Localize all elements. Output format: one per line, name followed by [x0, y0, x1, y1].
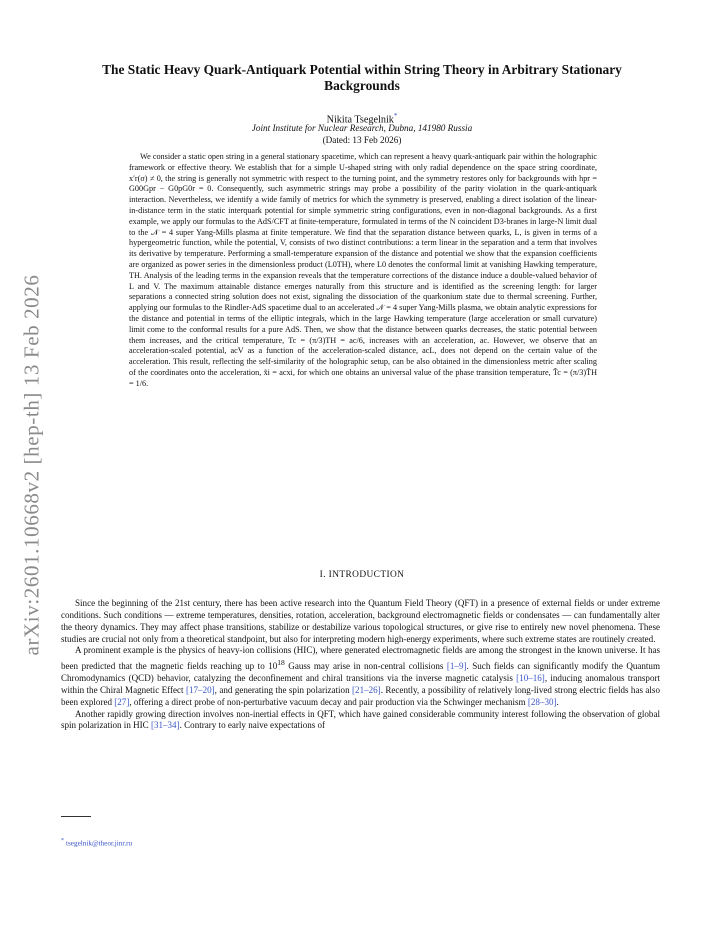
text-run: . — [556, 696, 559, 707]
exponent: 18 — [277, 658, 285, 668]
citation-link[interactable]: [27] — [114, 696, 130, 707]
section-heading-introduction: I. INTRODUCTION — [319, 570, 405, 580]
citation-link[interactable]: [1–9] — [446, 661, 467, 672]
text-run: A prominent example is the physics of heavy-ion collisions (HIC), where generated electromagnetic fields are among the strongest in the known universe. It has been predicted that the magnetic fields reaching up to 10 — [61, 645, 660, 672]
author-email-link[interactable]: tsegelnik@theor.jinr.ru — [66, 839, 133, 848]
intro-paragraph-2 — [61, 645, 660, 708]
citation-link[interactable]: [21–26] — [352, 684, 381, 695]
text-run: . Such fields can significantly modify the Quantum Chromodynamics (QCD) behavior, catalyzing the deconfinement and chiral transitions via the inverse magnetic catalysis — [61, 661, 660, 684]
author-name: Nikita Tsegelnik — [326, 114, 394, 126]
text-run: . Contrary to early naive expectations of — [179, 720, 326, 731]
intro-paragraph-1: Since the beginning of the 21st century, there has been active research into the Quantum Field Theory (QFT) in a presence of external fields or under extreme conditions. Such conditions — extreme temperatures, densities, rotation, acceleration, background electromagnetic fields or condensates — can fundamentally alter the theory dynamics. They may affect phase transitions, stabilize or destabilize various topological structures, or give rise to entirely new novel phenomena. These studies are crucial not only from a theoretical standpoint, but also for interpreting modern high-energy experiments, where such extreme states are routinely created. — [61, 598, 660, 644]
footnote — [61, 837, 132, 848]
arxiv-identifier-stamp — [14, 255, 50, 675]
introduction-body — [61, 598, 660, 732]
intro-paragraph-3 — [61, 709, 660, 733]
footnote-divider — [61, 816, 91, 817]
citation-link[interactable]: [17–20] — [186, 684, 215, 695]
citation-link[interactable]: [31–34] — [150, 720, 180, 731]
text-run: , and generating the spin polarization — [214, 684, 353, 695]
paper-title: The Static Heavy Quark-Antiquark Potential within String Theory in Arbitrary Stationary Backgrounds — [102, 62, 622, 93]
text-run: Gauss may arise in non-central collisions — [284, 661, 447, 672]
arxiv-id: arXiv:2601.10668v2 [hep-th] 13 Feb 2026 — [19, 274, 44, 656]
footnote-mark: * — [61, 838, 64, 844]
text-run: . Recently, a possibility of relatively long-lived strong electric fields has also been explored — [61, 684, 660, 707]
citation-link[interactable]: [10–16] — [516, 673, 545, 684]
abstract: We consider a static open string in a general stationary spacetime, which can represent a heavy quark-antiquark pair within the holographic framework or effective theory. We establish that for a simple U-shaped string with only radial dependence on the space string coordinate, x′r(σ) ≠ 0, the string is generally not symmetric with respect to the turning point, and the symmetry restores only for backgrounds with hpr = G00Gpr − G0pG0r = 0. Consequently, such asymmetric strings may probe a possibility of the parity violation in the quark-antiquark interaction. Nevertheless, we identify a wide family of metrics for which the symmetry is preserved, enabling a direct isolation of the linear-in-distance term in the static interquark potential for simple symmetric string configurations, even in non-diagonal backgrounds. As a first example, we apply our formulas to the AdS/CFT at finite-temperature, formulated in terms of the N coincident D3-branes in large-N limit dual to the 𝒩 = 4 super Yang-Mills plasma at finite temperature. We find that the separation distance between quarks, L, is given in terms of a hypergeometric function, while the potential, V, consists of two distinct contributions: a term linear in the separation and a term that involves its derivative by temperature. Performing a small-temperature expansion of the distance and potential we show that the expansion coefficients are organized as power series in the dimensionless product (L0TH), where L0 denotes the conformal limit at vanishing Hawking temperature, TH. Analysis of the leading terms in the expansion reveals that the temperature corrections of the distance induce a double-valued behavior of L and V. The maximum attainable distance emerges naturally from this structure and is identified as the screening length: for larger separations a connected string solution does not exist, signaling the dissociation of the quarkonium state due to thermal screening. Further, applying our formulas to the Rindler-AdS spacetime dual to an accelerated 𝒩 = 4 super Yang-Mills plasma, we obtain analytic expressions for the distance and potential in terms of the elliptic integrals, which in the large Hawking temperature (large acceleration or small curvature) limit come to the conformal results for a pure AdS. Then, we show that the distance between quarks decreases, the static potential between them increases, and the critical temperature, Tc = (π/3)TH = ac/6, increases with an acceleration, ac. However, we observe that an acceleration-scaled potential, acV as a function of the acceleration-scaled distance, acL, does not depend on the certain value of the acceleration. This result, reflecting the self-similarity of the holographic setup, can be also obtained in the dimensionless metric after scaling of the coordinates onto the acceleration, x̃i = acxi, for which one obtains an universal value of the phase transition temperature, T̃c = (π/3)T̃H = 1/6. — [129, 152, 597, 388]
author-footnote-mark[interactable]: * — [393, 112, 398, 120]
date-line: (Dated: 13 Feb 2026) — [322, 135, 402, 145]
text-run: Another rapidly growing direction involves non-inertial effects in QFT, which have gained considerable community interest following the observation of global spin polarization in HIC — [61, 708, 660, 731]
text-run: , offering a direct probe of non-perturbative vacuum decay and pair production via the Schwinger mechanism — [129, 696, 528, 707]
citation-link[interactable]: [28–30] — [527, 696, 557, 707]
affiliation: Joint Institute for Nuclear Research, Dubna, 141980 Russia — [251, 123, 473, 133]
text-run: , inducing anomalous transport within the Chiral Magnetic Effect — [61, 673, 661, 695]
